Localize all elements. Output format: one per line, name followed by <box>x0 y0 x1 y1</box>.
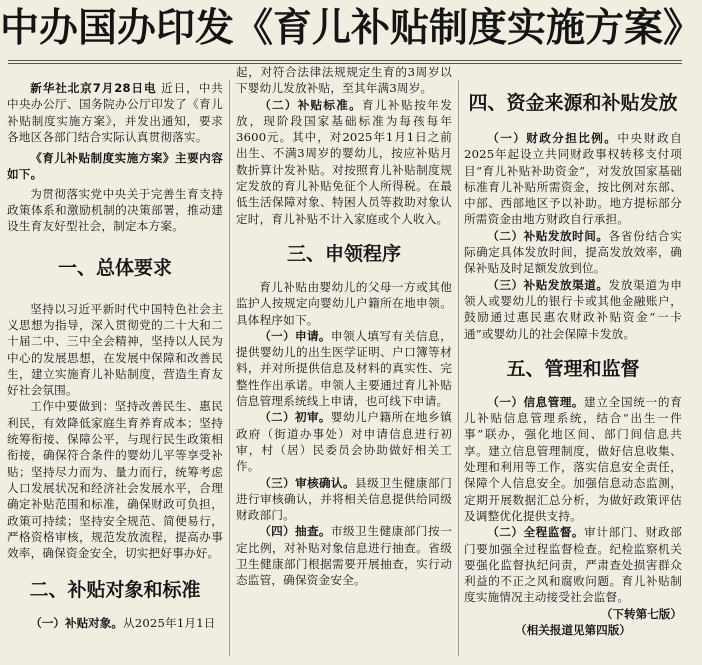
sec2-paragraph-1-start: （一）补贴对象。从2025年1月1日 <box>30 616 216 631</box>
sec3-paragraph-4: （三）审核确认。县级卫生健康部门进行审核确认，并将相关信息提供给同级财政部门。 <box>236 475 452 523</box>
column-divider-1 <box>229 80 230 656</box>
lead-paragraph: 新华社北京7月28日电 近日，中共中央办公厅、国务院办公厅印发了《育儿补贴制度实施方案》，并发出通知，要求各地区各部门结合实际认真贯彻落实。 <box>7 81 224 144</box>
column-2 <box>236 65 452 660</box>
headline-rule <box>8 60 682 61</box>
sec5-paragraph-1: （一）信息管理。建立全国统一的育儿补贴信息管理系统，结合“出生一件事”联办，强化地区间、部门间信息共享。建立信息管理制度，做好信息收集、处理和利用等工作，落实信息安全责任，保障个人信息安全。加强信息动态监测，定期开展数据汇总分析，为做好政策评估及调整优化提供支持。 <box>464 394 682 523</box>
headline: 中办国办印发《育儿补贴制度实施方案》 <box>0 6 702 51</box>
section-heading-5: 五、管理和监督 <box>506 357 640 380</box>
sec3-paragraph-3: （二）初审。婴幼儿户籍所在地乡镇政府（街道办事处）对申请信息进行初审，村（居）民委员会协助做好相关工作。 <box>236 410 452 474</box>
intro-lead: 《育儿补贴制度实施方案》主要内容如下。 <box>7 151 223 182</box>
related-reports-note[interactable]: （相关报道见第四版） <box>515 623 631 638</box>
column-3 <box>464 80 682 660</box>
sec5-paragraph-2: （二）全程监督。审计部门、财政部门要加强全过程监督检查。纪检监察机关要强化监督执纪问责，严肃查处损害群众利益的不正之风和腐败问题。育儿补贴制度实施情况主动接受社会监督。 <box>464 525 682 605</box>
section-heading-2: 二、补贴对象和标准 <box>29 579 201 602</box>
sec4-paragraph-1: （一）财政分担比例。中央财政自2025年起设立共同财政事权转移支付项目“育儿补贴补助资金”，对发放国家基础标准育儿补贴所需资金，按比例对东部、中部、西部地区予以补助。地方提标部分所需资金由地方财政自行承担。 <box>464 131 682 227</box>
sec4-paragraph-3: （三）补贴发放渠道。发放渠道为申领人或婴幼儿的银行卡或其他金融账户，鼓励通过惠民惠农财政补贴资金“一卡通”或婴幼儿的社会保障卡发放。 <box>464 277 682 341</box>
section-heading-3: 三、申领程序 <box>286 242 401 265</box>
continued-note[interactable]: （下转第七版） <box>600 606 682 621</box>
column-divider-2 <box>458 80 459 656</box>
sec2-paragraph-1-cont: 起，对符合法律法规规定生育的3周岁以下婴幼儿发放补贴，至其年满3周岁。 <box>236 65 452 96</box>
section-heading-4: 四、资金来源和补贴发放 <box>468 92 678 114</box>
section-heading-1: 一、总体要求 <box>57 256 172 279</box>
sec4-paragraph-2: （二）补贴发放时间。各省份结合实际确定具体发放时间，提高发放效率，确保补贴及时足额发放到位。 <box>464 228 682 276</box>
sec3-paragraph-1: 育儿补贴由婴幼儿的父母一方或其他监护人按规定向婴幼儿户籍所在地申领。具体程序如下。 <box>236 279 452 327</box>
sec1-paragraph-2: 工作中要做到：坚持改善民生、惠民利民，有效降低家庭生育养育成本；坚持统筹衔接、保障公平，与现行民生政策相衔接，确保符合条件的婴幼儿平等享受补贴；坚持尽力而为、量力而行，统筹考虑人口发展状况和经济社会发展水平，合理确定补贴范围和标准，确保财政可负担，政策可持续；坚持安全规范、简便易行，严格资格审核，规范发放流程，提高办事效率，确保资金安全，切实把好事办好。 <box>7 399 223 561</box>
sec2-paragraph-2: （二）补贴标准。育儿补贴按年发放，现阶段国家基础标准为每孩每年3600元。其中，对2025年1月1日之前出生、不满3周岁的婴幼儿，按应补贴月数折算计发补贴。对按照育儿补贴制度规定发放的育儿补贴免征个人所得税。在最低生活保障对象、特困人员等救助对象认定时，育儿补贴不计入家庭或个人收入。 <box>236 97 452 226</box>
sec3-paragraph-2: （一）申请。申领人填写有关信息，提供婴幼儿的出生医学证明、户口簿等材料，并对所提供信息及材料的真实性、完整性作出承诺。申领人主要通过育儿补贴信息管理系统线上申请，也可线下申请。 <box>236 328 452 409</box>
column-1 <box>7 80 223 660</box>
intro-paragraph: 为贯彻落实党中央关于完善生育支持政策体系和激励机制的决策部署，推动建设生育友好型社会，制定本方案。 <box>7 186 223 234</box>
sec3-paragraph-5: （四）抽查。市级卫生健康部门按一定比例，对补贴对象信息进行抽查。省级卫生健康部门根据需要开展抽查，实行动态监管，确保资金安全。 <box>236 524 452 588</box>
dateline: 新华社北京7月28日电 <box>30 81 157 95</box>
sec1-paragraph-1: 坚持以习近平新时代中国特色社会主义思想为指导，深入贯彻党的二十大和二十届二中、三中全会精神，坚持以人民为中心的发展思想，在发展中保障和改善民生，建立实施育儿补贴制度，营造生育友好社会氛围。 <box>7 301 223 398</box>
